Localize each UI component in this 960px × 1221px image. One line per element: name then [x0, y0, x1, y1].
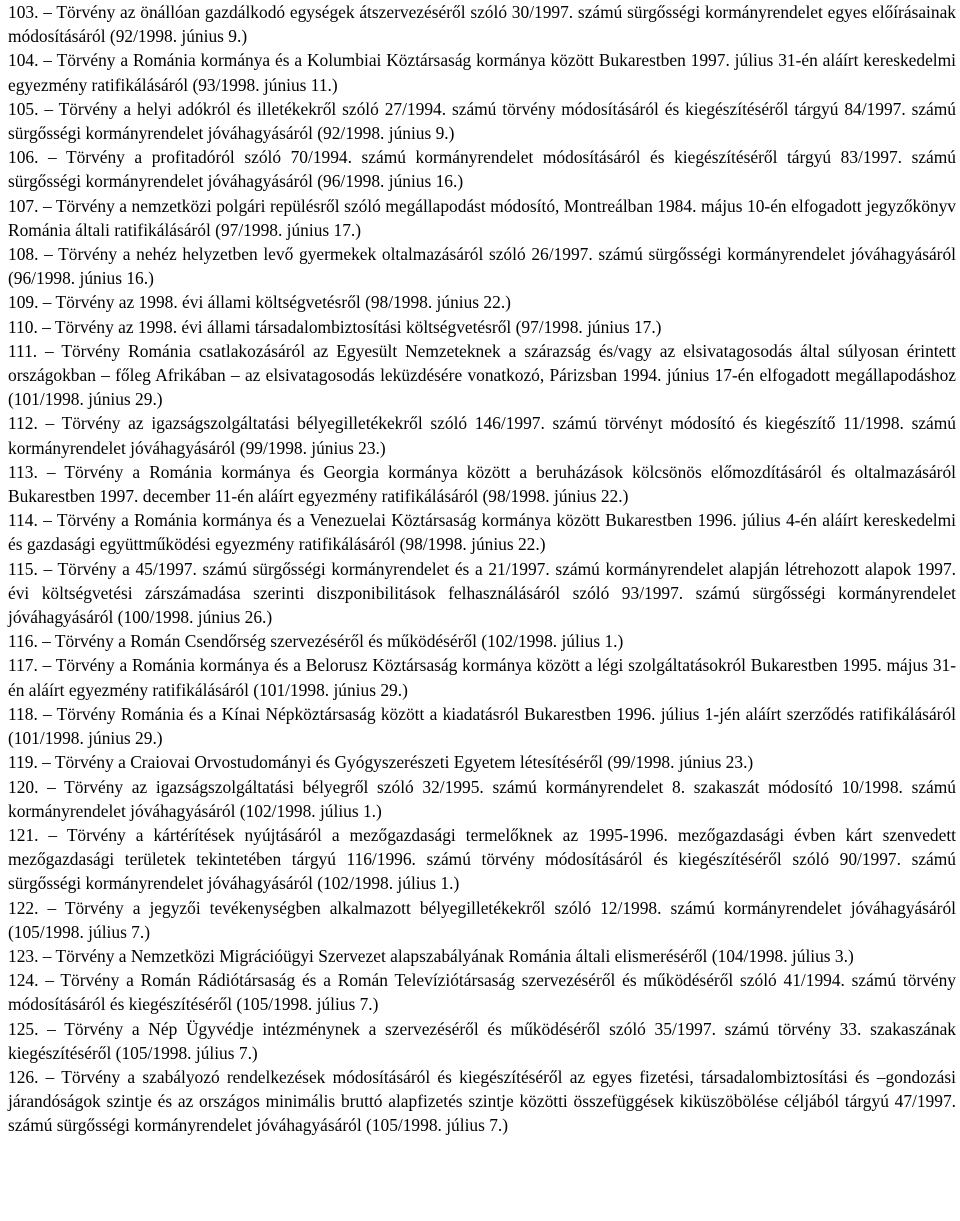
law-entry-116: 116. – Törvény a Román Csendőrség szervezéséről és működéséről (102/1998. július 1.): [8, 631, 624, 652]
law-entry-104: 104. – Törvény a Románia kormánya és a Kolumbiai Köztársaság kormánya között Bukarestben 1997. július 31-én aláírt kereskedelmi egyezmény ratifikálásáról (93/1998. június 11.): [8, 50, 956, 95]
law-entry-114: 114. – Törvény a Románia kormánya és a Venezuelai Köztársaság kormánya között Bukarestben 1996. július 4-én aláírt kereskedelmi és gazdasági együttműködési egyezmény ratifikálásáról (98/1998. június 22.): [8, 510, 956, 555]
law-entry-121: 121. – Törvény a kártérítések nyújtásáról a mezőgazdasági termelőknek az 1995-1996. mezőgazdasági évben kárt szenvedett mezőgazdasági területek tekintetében tárgyú 116/1996. számú törvény módosításáról és kiegészítéséről szóló 90/1997. számú sürgősségi kormányrendelet jóváhagyásáról (102/1998. július 1.): [8, 824, 956, 894]
law-entry-122: 122. – Törvény a jegyzői tevékenységben alkalmazott bélyegilletékekről szóló 12/1998. számú kormányrendelet jóváhagyásáról (105/1998. július 7.): [8, 897, 956, 942]
law-entry-110: 110. – Törvény az 1998. évi állami társadalombiztosítási költségvetésről (97/1998. június 17.): [8, 316, 662, 337]
law-entry-111: 111. – Törvény Románia csatlakozásáról az Egyesült Nemzeteknek a szárazság és/vagy az elsivatagosodás által súlyosan érintett országokban – főleg Afrikában – az elsivatagosodás leküzdésére vonatkozó, Párizsban 1994. június 17-én elfogadott megállapodáshoz (101/1998. június 29.): [8, 340, 956, 410]
law-entry-118: 118. – Törvény Románia és a Kínai Népköztársaság között a kiadatásról Bukarestben 1996. július 1-jén aláírt szerződés ratifikálásáról (101/1998. június 29.): [8, 703, 956, 749]
law-entry-113: 113. – Törvény a Románia kormánya és Georgia kormánya között a beruházások kölcsönös előmozdításáról és oltalmazásáról Bukarestben 1997. december 11-én aláírt egyezmény ratifikálásáról (98/1998. június 22.): [8, 461, 956, 507]
law-entry-117: 117. – Törvény a Románia kormánya és a Belorusz Köztársaság kormánya között a légi szolgáltatásokról Bukarestben 1995. május 31-én aláírt egyezmény ratifikálásáról (101/1998. június 29.): [8, 655, 956, 700]
law-entry-105: 105. – Törvény a helyi adókról és illetékekről szóló 27/1994. számú törvény módosításáról és kiegészítéséről tárgyú 84/1997. számú sürgősségi kormányrendelet jóváhagyásáról (92/1998. június 9.): [8, 98, 956, 144]
law-entry-106: 106. – Törvény a profitadóról szóló 70/1994. számú kormányrendelet módosításáról és kiegészítéséről tárgyú 83/1997. számú sürgősségi kormányrendelet jóváhagyásáról (96/1998. június 16.): [8, 147, 956, 192]
document-page: [8, 0, 956, 1138]
law-entry-120: 120. – Törvény az igazságszolgáltatási bélyegről szóló 32/1995. számú kormányrendelet 8. szakaszát módosító 10/1998. számú kormányrendelet jóváhagyásáról (102/1998. július 1.): [8, 776, 956, 821]
law-entry-123: 123. – Törvény a Nemzetközi Migrációügyi Szervezet alapszabályának Románia általi elismeréséről (104/1998. július 3.): [8, 945, 854, 966]
law-entry-112: 112. – Törvény az igazságszolgáltatási bélyegilletékekről szóló 146/1997. számú törvényt módosító és kiegészítő 11/1998. számú kormányrendelet jóváhagyásáról (99/1998. június 23.): [8, 413, 956, 458]
law-entry-115: 115. – Törvény a 45/1997. számú sürgősségi kormányrendelet és a 21/1997. számú kormányrendelet alapján létrehozott alapok 1997. évi költségvetési zárszámadása szerinti diszponibilitások felhasználásáról szóló 93/1997. számú sürgősségi kormányrendelet jóváhagyásáról (100/1998. június 26.): [8, 558, 956, 628]
law-entry-124: 124. – Törvény a Román Rádiótársaság és a Román Televíziótársaság szervezéséről és működéséről szóló 41/1994. számú törvény módosításáról és kiegészítéséről (105/1998. július 7.): [8, 970, 956, 1015]
law-entry-125: 125. – Törvény a Nép Ügyvédje intézménynek a szervezéséről és működéséről szóló 35/1997. számú törvény 33. szakaszának kiegészítéséről (105/1998. július 7.): [8, 1018, 956, 1063]
law-entry-107: 107. – Törvény a nemzetközi polgári repülésről szóló megállapodást módosító, Montreálban 1984. május 10-én elfogadott jegyzőkönyv Románia általi ratifikálásáról (97/1998. június 17.): [8, 195, 956, 240]
law-entry-119: 119. – Törvény a Craiovai Orvostudományi és Gyógyszerészeti Egyetem létesítéséről (99/1998. június 23.): [8, 752, 754, 773]
law-entry-126: 126. – Törvény a szabályozó rendelkezések módosításáról és kiegészítéséről az egyes fizetési, társadalombiztosítási és –gondozási járandóságok szintje és az országos minimális bruttó alapfizetés szintje közötti összefüggések kiküszöbölése céljából tárgyú 47/1997. számú sürgősségi kormányrendelet jóváhagyásáról (105/1998. július 7.): [8, 1066, 956, 1136]
law-entry-108: 108. – Törvény a nehéz helyzetben levő gyermekek oltalmazásáról szóló 26/1997. számú sürgősségi kormányrendelet jóváhagyásáról (96/1998. június 16.): [8, 244, 956, 289]
law-entry-103: 103. – Törvény az önállóan gazdálkodó egységek átszervezéséről szóló 30/1997. számú sürgősségi kormányrendelet egyes előírásainak módosításáról (92/1998. június 9.): [8, 2, 956, 47]
law-entry-109: 109. – Törvény az 1998. évi állami költségvetésről (98/1998. június 22.): [8, 292, 511, 313]
